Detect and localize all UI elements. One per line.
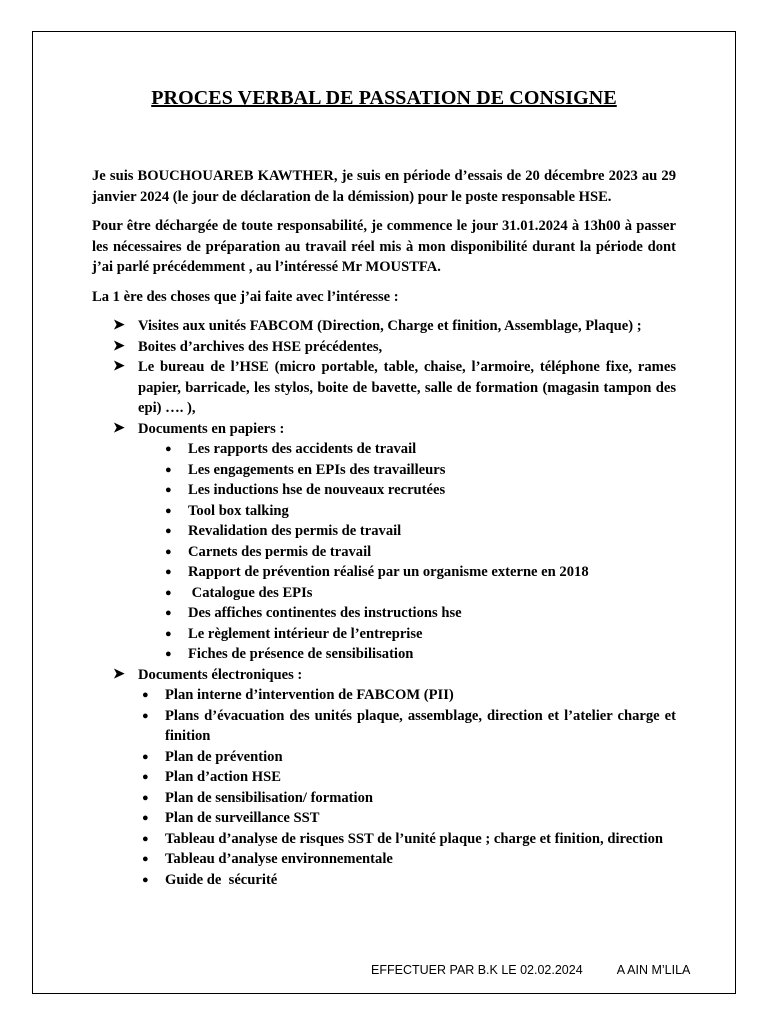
list-item xyxy=(138,747,676,768)
list-item-text: Plan interne d’intervention de FABCOM (PII) xyxy=(165,687,454,703)
list-item xyxy=(138,870,676,891)
document-title: PROCES VERBAL DE PASSATION DE CONSIGNE xyxy=(151,87,617,109)
list-item-text: Catalogue des EPIs xyxy=(188,584,313,601)
list-item-text: Plan de prévention xyxy=(165,748,283,765)
handover-list xyxy=(92,316,676,890)
electronic-documents-list xyxy=(138,685,676,890)
list-item-text: Boites d’archives des HSE précédentes, xyxy=(138,338,383,355)
dot-bullet-icon: ● xyxy=(142,771,149,783)
arrow-bullet-icon: ➤ xyxy=(113,666,125,682)
electronic-documents-item xyxy=(92,665,676,891)
list-item xyxy=(138,501,676,522)
list-item xyxy=(138,460,676,481)
dot-bullet-icon: ● xyxy=(142,709,149,722)
document-body xyxy=(92,166,676,890)
dot-bullet-icon: ● xyxy=(165,566,172,578)
list-item-text: Les rapports des accidents de travail xyxy=(188,441,417,457)
handover-paragraph: Pour être déchargée de toute responsabilité, je commence le jour 31.01.2024 à 13h00 à passer les nécessaires de préparation au travail réel mis à mon disponibilité durant la période dont j’ai parlé précédemment , au l’intéressé Mr MOUSTFA. xyxy=(92,218,676,275)
location-text: A AIN M’LILA xyxy=(616,963,691,977)
list-item-text: Des affiches continentes des instructions hse xyxy=(188,605,462,621)
dot-bullet-icon: ● xyxy=(165,525,172,537)
list-item-text: Les engagements en EPIs des travailleurs xyxy=(188,461,446,478)
dot-bullet-icon: ● xyxy=(142,853,149,865)
list-item xyxy=(138,480,676,501)
list-intro: La 1 ère des choses que j’ai faite avec l’intéresse : xyxy=(92,288,399,305)
list-item xyxy=(138,808,676,829)
list-item xyxy=(138,562,676,583)
signature-text: EFFECTUER PAR B.K LE 02.02.2024 xyxy=(371,963,583,977)
list-item-text: Plan d’action HSE xyxy=(165,769,281,785)
list-item-text: Tool box talking xyxy=(188,502,289,519)
dot-bullet-icon: ● xyxy=(142,750,149,763)
list-item-text: Plan de sensibilisation/ formation xyxy=(165,789,373,806)
electronic-documents-label: Documents électroniques : xyxy=(138,666,303,683)
paper-documents-list xyxy=(138,439,676,665)
list-item-text: Le règlement intérieur de l’entreprise xyxy=(188,625,423,642)
list-item xyxy=(138,849,676,870)
paper-documents-item xyxy=(92,419,676,665)
list-item xyxy=(138,542,676,563)
list-item-text: Le bureau de l’HSE (micro portable, table, chaise, l’armoire, téléphone fixe, rames papier, barricade, les stylos, boite de bavette, salle de formation (magasin tampon des epi) …. ), xyxy=(138,359,676,416)
list-item-text: Fiches de présence de sensibilisation xyxy=(188,646,414,662)
list-item-text: Plans d’évacuation des unités plaque, assemblage, direction et l’atelier charge et finition xyxy=(165,707,676,744)
arrow-bullet-icon: ➤ xyxy=(113,359,125,374)
list-item xyxy=(138,624,676,645)
list-item-text: Guide de sécurité xyxy=(165,871,278,888)
list-item-text: Revalidation des permis de travail xyxy=(188,523,402,539)
dot-bullet-icon: ● xyxy=(165,627,172,640)
list-item-text: Visites aux unités FABCOM (Direction, Charge et finition, Assemblage, Plaque) ; xyxy=(138,318,642,334)
list-item-text: Les inductions hse de nouveaux recrutées xyxy=(188,482,446,498)
list-item xyxy=(92,316,676,337)
arrow-bullet-icon: ➤ xyxy=(113,338,125,354)
dot-bullet-icon: ● xyxy=(165,463,172,476)
list-item xyxy=(138,439,676,460)
list-item xyxy=(92,337,676,358)
arrow-bullet-icon: ➤ xyxy=(113,318,125,333)
list-item xyxy=(92,357,676,419)
list-item xyxy=(138,767,676,788)
dot-bullet-icon: ● xyxy=(142,873,149,886)
dot-bullet-icon: ● xyxy=(165,586,172,599)
list-item xyxy=(138,644,676,665)
arrow-bullet-icon: ➤ xyxy=(113,420,125,436)
paper-documents-label: Documents en papiers : xyxy=(138,420,285,437)
dot-bullet-icon: ● xyxy=(142,791,149,804)
dot-bullet-icon: ● xyxy=(142,689,149,701)
dot-bullet-icon: ● xyxy=(165,648,172,660)
dot-bullet-icon: ● xyxy=(165,545,172,558)
dot-bullet-icon: ● xyxy=(165,504,172,517)
intro-paragraph: Je suis BOUCHOUAREB KAWTHER, je suis en période d’essais de 20 décembre 2023 au 29 janvier 2024 (le jour de déclaration de la démission) pour le poste responsable HSE. xyxy=(92,168,676,205)
dot-bullet-icon: ● xyxy=(165,484,172,496)
list-item xyxy=(138,829,676,850)
dot-bullet-icon: ● xyxy=(165,443,172,455)
list-item-text: Tableau d’analyse environnementale xyxy=(165,851,393,867)
footer-signature xyxy=(371,963,690,977)
list-item xyxy=(138,521,676,542)
dot-bullet-icon: ● xyxy=(142,812,149,824)
list-item-text: Tableau d’analyse de risques SST de l’unité plaque ; charge et finition, direction xyxy=(165,830,664,847)
list-item-text: Carnets des permis de travail xyxy=(188,543,372,560)
list-item xyxy=(138,583,676,604)
list-item xyxy=(138,685,676,706)
dot-bullet-icon: ● xyxy=(165,607,172,619)
list-item-text: Plan de surveillance SST xyxy=(165,810,320,826)
dot-bullet-icon: ● xyxy=(142,832,149,845)
list-item-text: Rapport de prévention réalisé par un organisme externe en 2018 xyxy=(188,564,589,580)
list-item xyxy=(138,706,676,747)
list-item xyxy=(138,603,676,624)
list-item xyxy=(138,788,676,809)
